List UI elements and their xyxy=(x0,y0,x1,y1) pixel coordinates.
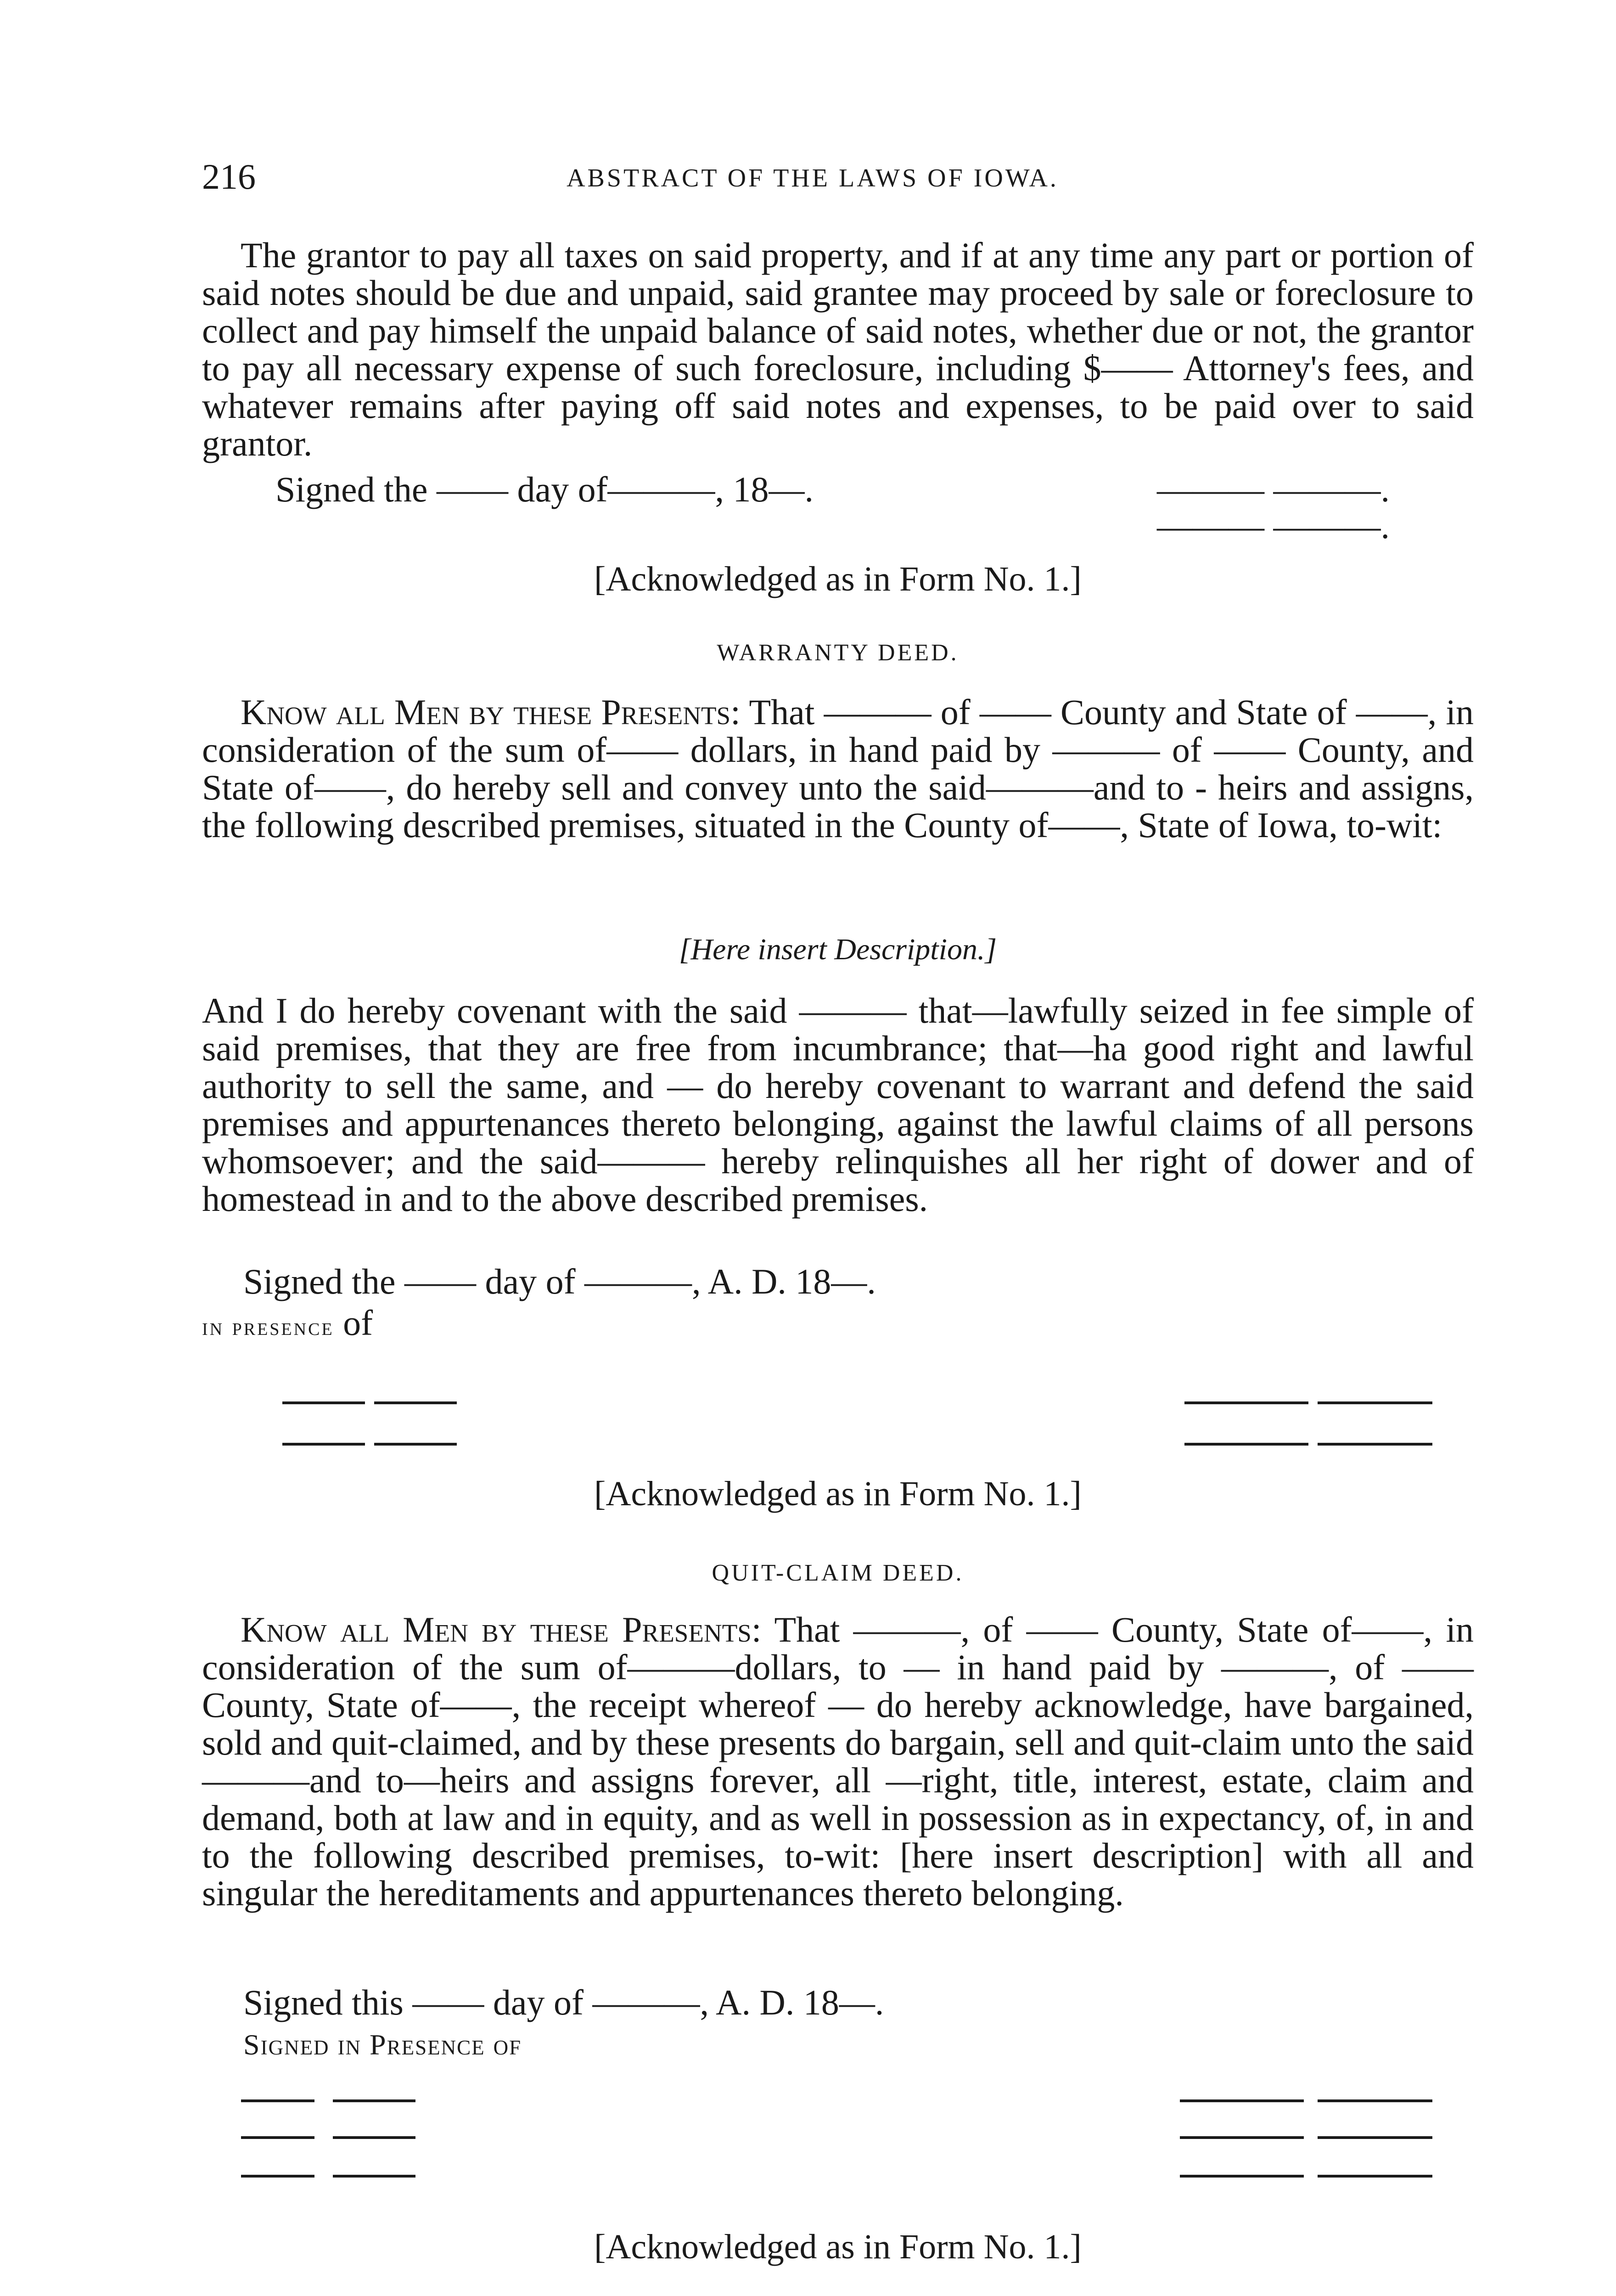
warranty-deed-paragraph-2: And I do hereby covenant with the said ——— that—lawfully seized in fee simple of said premises, that they are free from incumbrance; that—ha good right and lawful authority to sell the same, and — do hereby covenant to warrant and defend the said premises and appurtenances thereto belonging, against the lawful claims of all persons whomsoever; and the said——— hereby relinquishes all her right of dower and of homestead in and to the above described premises. xyxy=(202,990,1474,1219)
warranty-insert-note: [Here insert Description.] xyxy=(679,933,997,966)
warranty-opening-caps: Know all Men by these Presents: xyxy=(241,692,741,732)
warranty-acknowledgment: [Acknowledged as in Form No. 1.] xyxy=(594,1474,1082,1513)
warranty-witness-rule xyxy=(282,1401,365,1404)
quitclaim-witness-rule xyxy=(241,2175,314,2178)
warranty-signature-rule xyxy=(1184,1443,1308,1446)
quitclaim-acknowledgment: [Acknowledged as in Form No. 1.] xyxy=(594,2228,1082,2266)
quitclaim-signature-rule xyxy=(1318,2175,1432,2178)
warranty-paragraph-1-text: That ——— of —— County and State of ——, in consideration of the sum of—— dollars, in hand paid by ——— of —— County, and State of——, do hereby sell and convey unto the said———and to - heirs and assigns, the following described premises, situated in the County of——, State of Iowa, to-wit: xyxy=(202,692,1474,845)
warranty-signature-rule xyxy=(1184,1401,1308,1404)
quitclaim-paragraph-text: That ———, of —— County, State of——, in consideration of the sum of———dollars, to — in hand paid by ———, of —— County, State of——, the receipt whereof — do hereby acknowledge, have bargained, sold and quit-claimed, and by these presents do bargain, sell and quit-claim unto the said———and to—heirs and assigns forever, all —right, title, interest, estate, claim and demand, both at law and in equity, and as well in possession as in expectancy, of, in and to the following described premises, to-wit: [here insert description] with all and singular the hereditaments and appurtenances thereto belonging. xyxy=(202,1609,1474,1913)
quitclaim-witness-rule xyxy=(241,2136,314,2139)
warranty-witness-rule xyxy=(374,1401,457,1404)
quitclaim-signed-in-presence: Signed in Presence of xyxy=(243,2028,522,2061)
warranty-deed-paragraph-1 xyxy=(202,693,1474,844)
mortgage-signature-blank-1: ——— ———. xyxy=(1157,469,1390,509)
quitclaim-signature-rule xyxy=(1180,2136,1304,2139)
warranty-deed-title: WARRANTY DEED. xyxy=(717,640,959,666)
quitclaim-witness-rule xyxy=(333,2099,415,2102)
quitclaim-witness-rule xyxy=(333,2136,415,2139)
mortgage-acknowledgment: [Acknowledged as in Form No. 1.] xyxy=(594,560,1082,598)
quitclaim-signature-rule xyxy=(1318,2099,1432,2102)
warranty-witness-rule xyxy=(282,1443,365,1446)
warranty-in-presence xyxy=(202,1304,373,1345)
running-head: ABSTRACT OF THE LAWS OF IOWA. xyxy=(567,164,1059,192)
quitclaim-witness-rule xyxy=(241,2099,314,2102)
warranty-signature-rule xyxy=(1318,1443,1432,1446)
quitclaim-witness-rule xyxy=(333,2175,415,2178)
quitclaim-signed-line: Signed this —— day of ———, A. D. 18—. xyxy=(243,1982,884,2022)
mortgage-paragraph: The grantor to pay all taxes on said property, and if at any time any part or portion of said notes should be due and unpaid, said grantee may proceed by sale or foreclosure to collect and pay himself the unpaid balance of said notes, whether due or not, the grantor to pay all necessary expense of such foreclosure, including $—— Attorney's fees, and whatever remains after paying off said notes and expenses, to be paid over to said grantor. xyxy=(202,235,1474,463)
quitclaim-signature-rule xyxy=(1318,2136,1432,2139)
quitclaim-opening-caps: Know all Men by these Presents: xyxy=(241,1609,762,1649)
mortgage-signature-blank-2: ——— ———. xyxy=(1157,506,1390,546)
quitclaim-signature-rule xyxy=(1180,2099,1304,2102)
quitclaim-deed-paragraph xyxy=(202,1611,1474,1912)
warranty-signature-rule xyxy=(1318,1401,1432,1404)
mortgage-signed-line: Signed the —— day of———, 18—. xyxy=(275,469,814,509)
page-header xyxy=(202,156,1423,211)
warranty-in-presence-caps: in presence xyxy=(202,1313,334,1340)
quitclaim-signature-rule xyxy=(1180,2175,1304,2178)
warranty-in-presence-of: of xyxy=(343,1303,373,1343)
warranty-signed-line: Signed the —— day of ———, A. D. 18—. xyxy=(243,1261,876,1301)
quitclaim-deed-title: QUIT-CLAIM DEED. xyxy=(712,1560,964,1586)
page-number: 216 xyxy=(202,157,256,197)
warranty-witness-rule xyxy=(374,1443,457,1446)
